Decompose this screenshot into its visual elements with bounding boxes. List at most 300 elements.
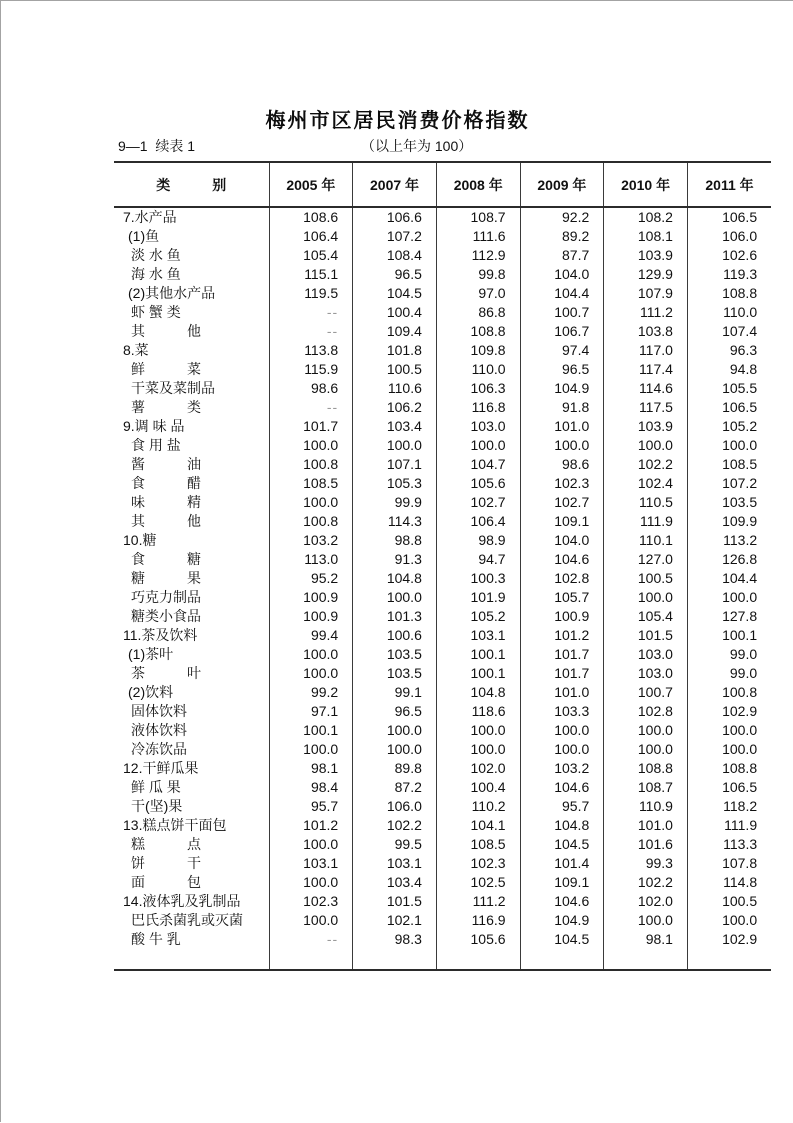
value-cell: 104.8	[436, 683, 520, 702]
value-cell: 112.9	[436, 246, 520, 265]
table-number-label: 9—1 续表 1	[118, 138, 196, 154]
value-cell: 99.5	[353, 835, 437, 854]
value-cell: 105.7	[520, 588, 604, 607]
value-cell: 102.7	[436, 493, 520, 512]
value-cell: 100.3	[436, 569, 520, 588]
value-cell: 100.0	[520, 740, 604, 759]
value-cell: 110.2	[436, 797, 520, 816]
value-cell: 98.6	[520, 455, 604, 474]
value-cell: 98.9	[436, 531, 520, 550]
base-year-note: （以上年为 100）	[361, 138, 473, 154]
table-row	[114, 854, 771, 873]
value-cell: 102.9	[722, 703, 758, 719]
value-cell: 101.8	[353, 341, 437, 360]
subtitle-row	[1, 136, 793, 156]
table-row	[114, 759, 771, 778]
table-row	[114, 284, 771, 303]
table-row	[114, 645, 771, 664]
table-header	[114, 162, 771, 207]
value-cell: 100.0	[269, 873, 353, 892]
spacer-cell	[436, 949, 520, 970]
value-cell: 113.2	[723, 532, 758, 548]
value-cell: 104.6	[520, 892, 604, 911]
row-label: 虾 蟹 类	[114, 303, 269, 322]
value-cell: 110.6	[353, 379, 437, 398]
value-cell: 100.4	[353, 303, 437, 322]
table-row	[114, 512, 771, 531]
table-row	[114, 588, 771, 607]
value-cell: 100.1	[722, 627, 758, 643]
header-row	[114, 162, 771, 207]
value-cell: 101.3	[353, 607, 437, 626]
table-row	[114, 493, 771, 512]
value-cell: 106.0	[722, 228, 758, 244]
document-page	[1, 1, 793, 1123]
row-label: 12.干鲜瓜果	[114, 759, 269, 778]
value-cell: 100.0	[436, 721, 520, 740]
value-cell: 108.1	[604, 227, 688, 246]
value-cell: 104.4	[520, 284, 604, 303]
table-row	[114, 930, 771, 949]
value-cell: 108.2	[604, 207, 688, 227]
value-cell: 99.3	[604, 854, 688, 873]
value-cell: 100.8	[269, 455, 353, 474]
value-cell: 92.2	[520, 207, 604, 227]
value-cell: 100.0	[269, 911, 353, 930]
row-label: 巴氏杀菌乳或灭菌	[114, 911, 269, 930]
row-label: 食 糖	[114, 550, 269, 569]
row-label: 糕 点	[114, 835, 269, 854]
value-cell: 105.4	[269, 246, 353, 265]
value-cell: 109.9	[722, 513, 758, 529]
value-cell: 119.3	[723, 266, 758, 282]
value-cell: 105.2	[722, 418, 758, 434]
value-cell: 100.0	[269, 664, 353, 683]
value-cell: 126.8	[722, 551, 758, 567]
value-cell: 97.4	[520, 341, 604, 360]
row-label: 酸 牛 乳	[114, 930, 269, 949]
value-cell: 101.5	[604, 626, 688, 645]
table-row	[114, 436, 771, 455]
table-row	[114, 873, 771, 892]
value-cell: 102.3	[520, 474, 604, 493]
value-cell: 100.0	[269, 436, 353, 455]
value-cell: 101.0	[520, 683, 604, 702]
value-cell: 108.8	[604, 759, 688, 778]
row-label: 巧克力制品	[114, 588, 269, 607]
row-label: 8.菜	[114, 341, 269, 360]
value-cell: 99.1	[353, 683, 437, 702]
row-label: 味 精	[114, 493, 269, 512]
table-row	[114, 721, 771, 740]
value-cell: 103.1	[436, 626, 520, 645]
value-cell: 108.8	[436, 322, 520, 341]
value-cell: 100.0	[520, 436, 604, 455]
value-cell: 111.9	[604, 512, 688, 531]
value-cell: 106.2	[353, 398, 437, 417]
value-cell: 100.9	[269, 588, 353, 607]
value-cell: 99.4	[269, 626, 353, 645]
value-cell: 98.1	[604, 930, 688, 949]
spacer-cell	[353, 949, 437, 970]
value-cell: 104.7	[436, 455, 520, 474]
value-cell: 102.2	[604, 455, 688, 474]
value-cell: 107.2	[722, 475, 758, 491]
value-cell: 102.1	[353, 911, 437, 930]
value-cell: 100.0	[353, 721, 437, 740]
table-row	[114, 417, 771, 436]
value-cell: 100.1	[436, 664, 520, 683]
table-row	[114, 664, 771, 683]
value-cell: 108.5	[722, 456, 758, 472]
value-cell: 96.5	[520, 360, 604, 379]
value-cell: 98.8	[353, 531, 437, 550]
row-label: 海 水 鱼	[114, 265, 269, 284]
value-cell: 103.1	[353, 854, 437, 873]
value-cell: 109.1	[520, 873, 604, 892]
value-cell: 100.5	[604, 569, 688, 588]
table-row	[114, 740, 771, 759]
value-cell: 97.0	[436, 284, 520, 303]
value-cell: 103.5	[353, 645, 437, 664]
value-cell: 101.0	[604, 816, 688, 835]
value-cell: 105.2	[436, 607, 520, 626]
value-cell: 100.0	[722, 437, 758, 453]
table-row	[114, 207, 771, 227]
value-cell: 102.5	[436, 873, 520, 892]
value-cell: 104.9	[520, 379, 604, 398]
table-bottom-spacer	[114, 949, 771, 970]
value-cell: 105.5	[722, 380, 758, 396]
value-cell: 100.4	[436, 778, 520, 797]
value-cell: 104.0	[520, 265, 604, 284]
value-cell: 102.8	[520, 569, 604, 588]
value-cell: 107.8	[722, 855, 758, 871]
value-cell: 99.9	[353, 493, 437, 512]
value-cell: 106.5	[722, 779, 758, 795]
value-cell: 102.4	[604, 474, 688, 493]
value-cell: 103.0	[604, 664, 688, 683]
value-cell: 106.7	[520, 322, 604, 341]
value-cell: 100.9	[269, 607, 353, 626]
spacer-cell	[520, 949, 604, 970]
value-cell: 118.2	[723, 798, 758, 814]
spacer-cell	[687, 949, 771, 970]
value-cell: 106.0	[353, 797, 437, 816]
value-cell: 100.0	[269, 645, 353, 664]
row-label: 7.水产品	[114, 207, 269, 227]
value-cell: 104.8	[353, 569, 437, 588]
table-row	[114, 626, 771, 645]
value-cell: 100.9	[520, 607, 604, 626]
value-cell: 103.9	[604, 246, 688, 265]
value-cell: 101.2	[520, 626, 604, 645]
value-cell: 104.4	[722, 570, 758, 586]
row-label: 11.茶及饮料	[114, 626, 269, 645]
value-cell: 108.5	[269, 474, 353, 493]
value-cell: 100.0	[269, 493, 353, 512]
row-label: 10.糖	[114, 531, 269, 550]
table-row	[114, 816, 771, 835]
column-header-year-2009: 2009 年	[520, 162, 604, 207]
value-cell: 129.9	[604, 265, 688, 284]
value-cell: 99.0	[729, 665, 758, 681]
table-row	[114, 683, 771, 702]
value-cell: 91.3	[353, 550, 437, 569]
value-cell: 106.5	[722, 209, 758, 225]
row-label: 鲜 瓜 果	[114, 778, 269, 797]
row-label: 茶 叶	[114, 664, 269, 683]
row-label: 鲜 菜	[114, 360, 269, 379]
table-row	[114, 797, 771, 816]
value-cell: 100.0	[353, 588, 437, 607]
value-cell: 89.2	[520, 227, 604, 246]
row-label: (1)鱼	[114, 227, 269, 246]
value-cell: 100.0	[353, 740, 437, 759]
value-cell: 100.5	[353, 360, 437, 379]
value-cell: 108.7	[604, 778, 688, 797]
value-cell: 103.2	[269, 531, 353, 550]
value-cell: 103.4	[353, 873, 437, 892]
value-cell: 119.5	[269, 284, 353, 303]
value-cell: 113.0	[269, 550, 353, 569]
value-cell: 101.4	[520, 854, 604, 873]
value-cell: 114.3	[353, 512, 437, 531]
value-cell: 96.5	[353, 265, 437, 284]
value-cell: 109.1	[520, 512, 604, 531]
value-cell: 89.8	[353, 759, 437, 778]
value-cell: 100.0	[520, 721, 604, 740]
value-cell: 104.6	[520, 778, 604, 797]
row-label: 固体饮料	[114, 702, 269, 721]
value-cell: 100.0	[722, 589, 758, 605]
value-cell: 102.2	[604, 873, 688, 892]
value-cell: 100.0	[269, 835, 353, 854]
row-label: 饼 干	[114, 854, 269, 873]
value-cell: 117.4	[604, 360, 688, 379]
row-label: 糖 果	[114, 569, 269, 588]
row-label: 9.调 味 品	[114, 417, 269, 436]
value-cell: 100.0	[722, 722, 758, 738]
value-cell: 100.0	[604, 721, 688, 740]
table-row	[114, 569, 771, 588]
column-header-year-2007: 2007 年	[353, 162, 437, 207]
row-label: 面 包	[114, 873, 269, 892]
value-cell: 100.7	[604, 683, 688, 702]
value-cell: 100.0	[353, 436, 437, 455]
row-label: (1)茶叶	[114, 645, 269, 664]
value-cell: 95.7	[520, 797, 604, 816]
value-cell: 100.1	[436, 645, 520, 664]
value-cell: 103.0	[436, 417, 520, 436]
row-label: 干菜及菜制品	[114, 379, 269, 398]
value-cell: 118.6	[436, 702, 520, 721]
table-row	[114, 227, 771, 246]
value-cell: 116.8	[436, 398, 520, 417]
table-body	[114, 207, 771, 970]
value-cell: 102.9	[722, 931, 758, 947]
value-cell: 103.8	[604, 322, 688, 341]
row-label: 其 他	[114, 322, 269, 341]
column-header-year-2008: 2008 年	[436, 162, 520, 207]
value-cell: 103.5	[722, 494, 758, 510]
value-cell: 127.0	[604, 550, 688, 569]
value-cell: 100.0	[604, 588, 688, 607]
value-cell: 108.8	[722, 760, 758, 776]
row-label: 冷冻饮品	[114, 740, 269, 759]
value-cell: 111.6	[436, 227, 520, 246]
value-cell: 100.0	[604, 436, 688, 455]
row-label: 其 他	[114, 512, 269, 531]
value-cell: 102.2	[353, 816, 437, 835]
table-row	[114, 531, 771, 550]
column-header-category: 类 别	[114, 162, 269, 207]
value-cell: 103.5	[353, 664, 437, 683]
value-cell: 105.3	[353, 474, 437, 493]
row-label: 食 用 盐	[114, 436, 269, 455]
table-row	[114, 341, 771, 360]
row-label: (2)饮料	[114, 683, 269, 702]
value-cell: 110.9	[604, 797, 688, 816]
table-row	[114, 265, 771, 284]
value-cell: 115.9	[269, 360, 353, 379]
table-row	[114, 455, 771, 474]
value-cell: 100.0	[722, 741, 758, 757]
value-cell: 96.5	[353, 702, 437, 721]
row-label: 14.液体乳及乳制品	[114, 892, 269, 911]
value-cell: 102.3	[269, 892, 353, 911]
spacer-cell	[269, 949, 353, 970]
value-cell: 109.4	[353, 322, 437, 341]
value-cell: 102.6	[722, 247, 758, 263]
row-label: 干(坚)果	[114, 797, 269, 816]
value-cell: 103.1	[269, 854, 353, 873]
value-cell: 104.1	[436, 816, 520, 835]
value-cell: 100.5	[722, 893, 758, 909]
value-cell: 109.8	[436, 341, 520, 360]
value-cell: 99.8	[436, 265, 520, 284]
value-cell: 100.7	[520, 303, 604, 322]
value-cell: 108.4	[353, 246, 437, 265]
value-cell: 107.2	[353, 227, 437, 246]
table-row	[114, 607, 771, 626]
value-cell: 100.0	[604, 740, 688, 759]
value-cell: 102.0	[604, 892, 688, 911]
missing-value-cell: --	[269, 322, 353, 341]
value-cell: 108.5	[436, 835, 520, 854]
column-header-year-2005: 2005 年	[269, 162, 353, 207]
table-row	[114, 398, 771, 417]
value-cell: 98.1	[269, 759, 353, 778]
missing-value-cell: --	[269, 930, 353, 949]
value-cell: 117.5	[604, 398, 688, 417]
missing-value-cell: --	[269, 303, 353, 322]
value-cell: 101.9	[436, 588, 520, 607]
value-cell: 107.4	[722, 323, 758, 339]
value-cell: 107.1	[353, 455, 437, 474]
value-cell: 101.5	[353, 892, 437, 911]
table-row	[114, 911, 771, 930]
value-cell: 86.8	[436, 303, 520, 322]
value-cell: 104.9	[520, 911, 604, 930]
column-header-year-2010: 2010 年	[604, 162, 688, 207]
value-cell: 104.5	[520, 930, 604, 949]
row-label: 液体饮料	[114, 721, 269, 740]
value-cell: 104.8	[520, 816, 604, 835]
value-cell: 100.8	[269, 512, 353, 531]
value-cell: 101.7	[269, 417, 353, 436]
row-label: 薯 类	[114, 398, 269, 417]
value-cell: 102.3	[436, 854, 520, 873]
value-cell: 110.1	[604, 531, 688, 550]
table-row	[114, 778, 771, 797]
value-cell: 94.8	[729, 361, 758, 377]
value-cell: 104.5	[353, 284, 437, 303]
page-title: 梅州市区居民消费价格指数	[265, 110, 530, 132]
value-cell: 98.3	[353, 930, 437, 949]
value-cell: 103.9	[604, 417, 688, 436]
value-cell: 106.4	[436, 512, 520, 531]
value-cell: 99.2	[269, 683, 353, 702]
value-cell: 91.8	[520, 398, 604, 417]
value-cell: 113.8	[269, 341, 353, 360]
value-cell: 100.0	[604, 911, 688, 930]
table-row	[114, 702, 771, 721]
value-cell: 105.4	[604, 607, 688, 626]
value-cell: 101.0	[520, 417, 604, 436]
value-cell: 114.8	[723, 874, 758, 890]
value-cell: 100.0	[269, 740, 353, 759]
value-cell: 111.2	[604, 303, 688, 322]
column-header-year-2011: 2011 年	[687, 162, 771, 207]
value-cell: 87.7	[520, 246, 604, 265]
value-cell: 100.0	[722, 912, 758, 928]
spacer-cell	[114, 949, 269, 970]
value-cell: 98.4	[269, 778, 353, 797]
cpi-table	[114, 161, 771, 971]
value-cell: 115.1	[269, 265, 353, 284]
value-cell: 101.6	[604, 835, 688, 854]
row-label: 酱 油	[114, 455, 269, 474]
value-cell: 116.9	[436, 911, 520, 930]
value-cell: 101.2	[269, 816, 353, 835]
value-cell: 100.8	[722, 684, 758, 700]
value-cell: 100.1	[269, 721, 353, 740]
value-cell: 101.7	[520, 645, 604, 664]
value-cell: 104.0	[520, 531, 604, 550]
value-cell: 103.0	[604, 645, 688, 664]
table-row	[114, 303, 771, 322]
value-cell: 108.8	[722, 285, 758, 301]
value-cell: 110.0	[723, 304, 758, 320]
value-cell: 100.0	[436, 436, 520, 455]
value-cell: 105.6	[436, 930, 520, 949]
row-label: 13.糕点饼干面包	[114, 816, 269, 835]
row-label: 食 醋	[114, 474, 269, 493]
value-cell: 106.6	[353, 207, 437, 227]
value-cell: 99.0	[729, 646, 758, 662]
table-row	[114, 835, 771, 854]
value-cell: 127.8	[722, 608, 758, 624]
value-cell: 110.0	[436, 360, 520, 379]
value-cell: 110.5	[604, 493, 688, 512]
table-row	[114, 246, 771, 265]
table-row	[114, 550, 771, 569]
table-row	[114, 474, 771, 493]
value-cell: 114.6	[604, 379, 688, 398]
value-cell: 98.6	[269, 379, 353, 398]
table-row	[114, 379, 771, 398]
